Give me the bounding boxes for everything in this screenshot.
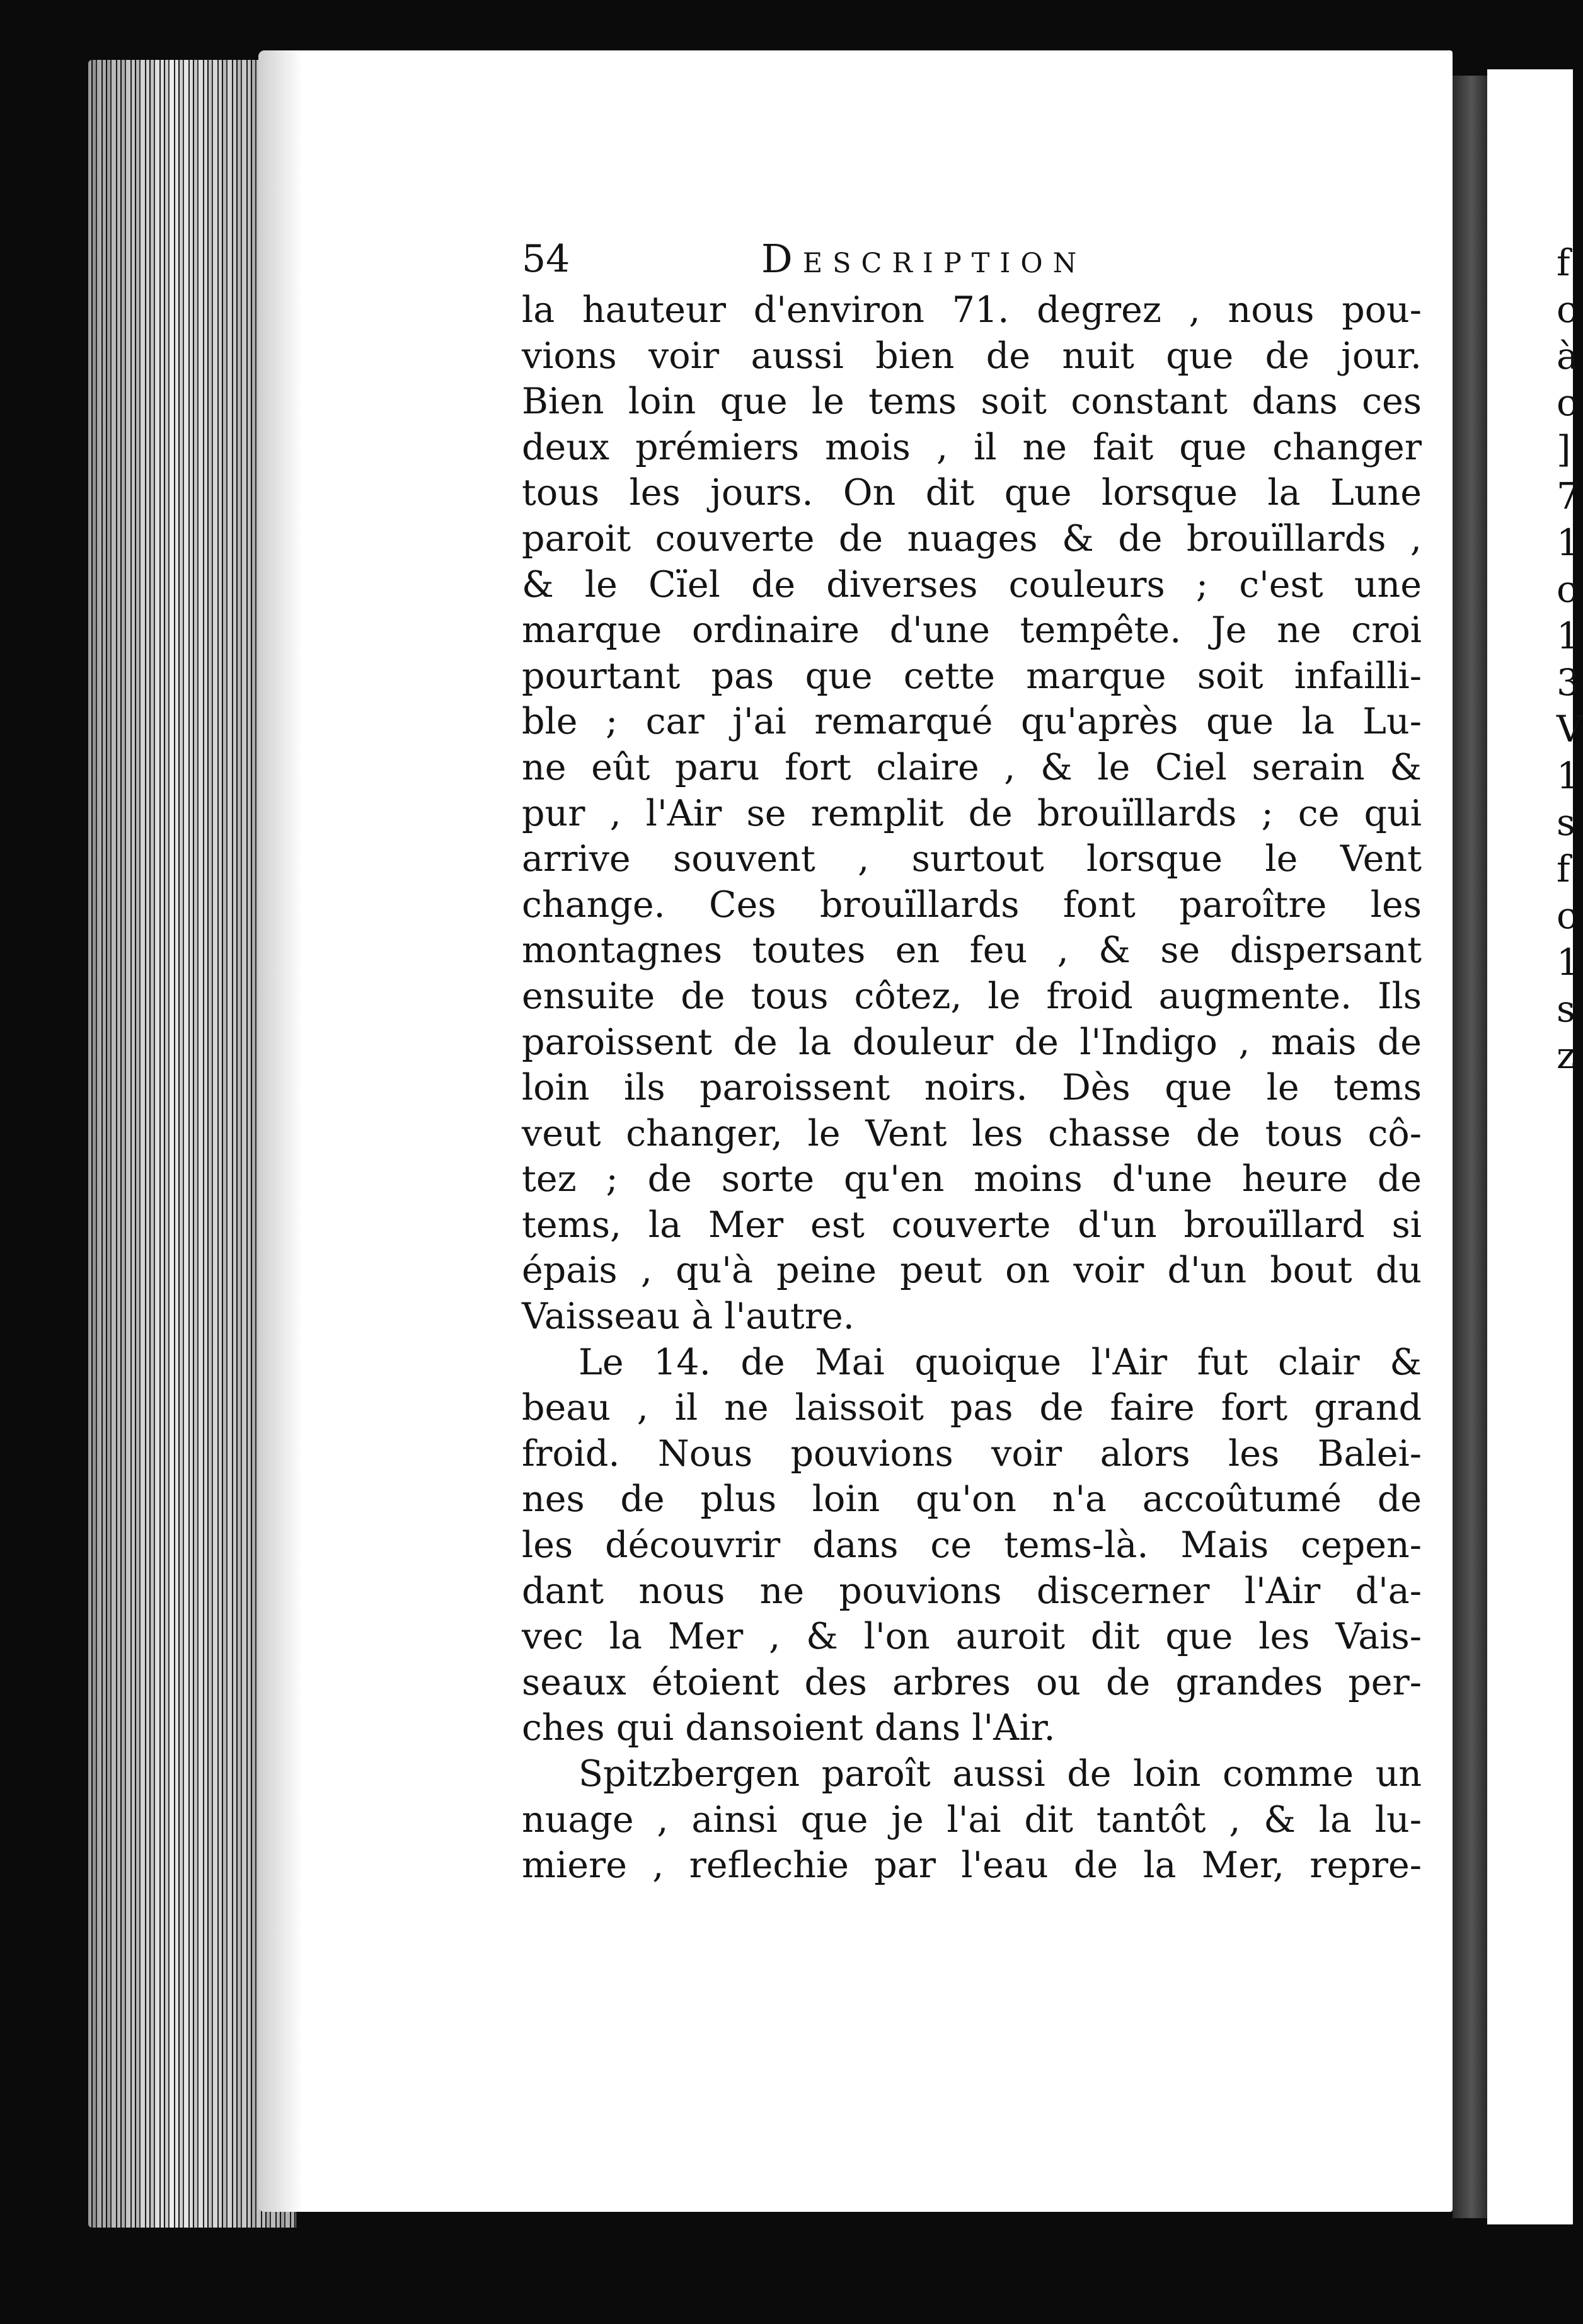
- facing-page-fragment: ]: [1557, 428, 1571, 471]
- text-line: deux prémiers mois , il ne fait que changer: [522, 426, 1422, 468]
- facing-page-fragment: f: [1557, 848, 1570, 890]
- text-line: froid. Nous pouvions voir alors les Balei-: [522, 1432, 1422, 1475]
- text-line: beau , il ne laissoit pas de faire fort grand: [522, 1387, 1422, 1429]
- text-line: ches qui dansoient dans l'Air.: [522, 1707, 1056, 1749]
- text-line: Spitzbergen paroît aussi de loin comme un: [579, 1753, 1422, 1795]
- text-block: [522, 234, 1422, 1889]
- facing-page-fragment: 7: [1557, 475, 1580, 517]
- facing-page-fragment: c: [1557, 381, 1577, 424]
- text-line: ne eût paru fort claire , & le Ciel serain &: [522, 746, 1422, 788]
- text-line: marque ordinaire d'une tempête. Je ne croi: [522, 609, 1422, 652]
- facing-page-fragment: 1: [1557, 754, 1580, 797]
- text-line: épais , qu'à peine peut on voir d'un bout du: [522, 1250, 1422, 1292]
- text-line: les découvrir dans ce tems-là. Mais cepen-: [522, 1524, 1422, 1567]
- text-line: nes de plus loin qu'on n'a accoûtumé de: [522, 1478, 1422, 1521]
- facing-page-fragment: 1: [1557, 941, 1580, 984]
- text-line: arrive souvent , surtout lorsque le Vent: [522, 838, 1422, 880]
- text-line: nuage , ainsi que je l'ai dit tantôt , & la lu-: [522, 1798, 1422, 1841]
- text-line: vec la Mer , & l'on auroit dit que les Vais-: [522, 1616, 1422, 1658]
- text-line: la hauteur d'environ 71. degrez , nous pou-: [522, 289, 1422, 331]
- text-line: loin ils paroissent noirs. Dès que le tems: [522, 1067, 1422, 1109]
- text-line: ble ; car j'ai remarqué qu'après que la Lu-: [522, 701, 1422, 743]
- page-header: [522, 234, 1422, 284]
- facing-page-fragment: s: [1557, 987, 1575, 1030]
- text-line: pur , l'Air se remplit de brouïllards ; ce qui: [522, 792, 1422, 834]
- facing-page-fragment: c: [1557, 894, 1577, 937]
- text-line: montagnes toutes en feu , & se dispersant: [522, 929, 1422, 972]
- text-line: tous les jours. On dit que lorsque la Lune: [522, 472, 1422, 514]
- text-line: veut changer, le Vent les chasse de tous cô-: [522, 1112, 1422, 1154]
- text-line: ensuite de tous côtez, le froid augmente. Ils: [522, 975, 1422, 1017]
- facing-page-text-fragments: [1557, 239, 1583, 1079]
- facing-page-fragment: à: [1557, 335, 1579, 377]
- facing-page-fragment: z: [1557, 1034, 1576, 1077]
- text-line: paroissent de la douleur de l'Indigo , mais de: [522, 1021, 1422, 1063]
- text-line: tez ; de sorte qu'en moins d'une heure de: [522, 1158, 1422, 1200]
- facing-page-fragment: 1: [1557, 614, 1580, 657]
- page-gutter: [258, 50, 302, 2212]
- text-line: Vaisseau à l'autre.: [522, 1296, 855, 1338]
- running-title: Description: [761, 236, 1087, 282]
- book-gutter-shadow: [1453, 76, 1490, 2218]
- text-line: change. Ces brouïllards font paroître les: [522, 883, 1422, 926]
- text-line: & le Cïel de diverses couleurs ; c'est une: [522, 563, 1422, 606]
- facing-page-fragment: 1: [1557, 521, 1580, 564]
- text-line: vions voir aussi bien de nuit que de jour.: [522, 335, 1422, 377]
- page-number: 54: [522, 237, 570, 281]
- text-line: paroit couverte de nuages & de brouïllards ,: [522, 517, 1422, 560]
- text-line: seaux étoient des arbres ou de grandes per-: [522, 1661, 1422, 1703]
- facing-page-fragment: 3: [1557, 661, 1580, 704]
- facing-page-fragment: f: [1557, 241, 1570, 284]
- text-line: tems, la Mer est couverte d'un brouïllard si: [522, 1204, 1422, 1246]
- text-line: dant nous ne pouvions discerner l'Air d'a-: [522, 1570, 1422, 1612]
- text-line: Bien loin que le tems soit constant dans ces: [522, 381, 1422, 423]
- text-line: miere , reflechie par l'eau de la Mer, repre-: [522, 1844, 1422, 1887]
- facing-page-fragment: s: [1557, 801, 1575, 844]
- facing-page-fragment: c: [1557, 568, 1577, 611]
- text-line: Le 14. de Mai quoique l'Air fut clair &: [579, 1341, 1422, 1383]
- body-text: [522, 287, 1422, 1889]
- facing-page-fragment: c: [1557, 288, 1577, 331]
- facing-page-fragment: V: [1557, 708, 1583, 751]
- text-line: pourtant pas que cette marque soit infailli-: [522, 655, 1422, 697]
